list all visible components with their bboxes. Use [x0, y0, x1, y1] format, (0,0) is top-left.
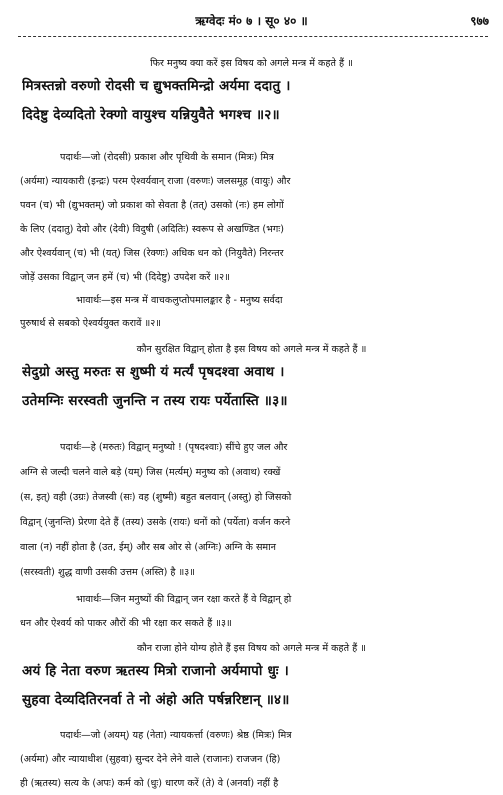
mantra-line: दिदेष्टु देव्यदितो रेक्णो वायुश्च यन्नियुवैते भगश्च ॥२॥: [22, 107, 280, 123]
mantra-line: सेदुग्रो अस्तु मरुतः स शुष्मी यं मर्त्यं पृषदश्वा अवाथ ।: [22, 364, 285, 380]
padartha-line: (स, इत्) वही (उग्रः) तेजस्वी (सः) वह (शुष्मी) बहुत बलवान् (अस्तु) हो जिसको: [20, 492, 292, 503]
padartha-line: (सरस्वती) शुद्ध वाणी उसकी उत्तम (अस्ति) है ॥३॥: [20, 567, 195, 578]
padartha-line: (अर्यमा) और न्यायाधीश (सुहवा) सुन्दर देने लेने वाले (राजानः) राजजन (हि): [20, 754, 281, 765]
mantra-line: सुहवा देव्यदितिरनर्वा ते नो अंहो अति पर्षन्नरिष्टान् ॥४॥: [22, 692, 290, 708]
padartha-line: अग्नि से जल्दी चलने वाले बड़े (यम्) जिस (मर्त्यम्) मनुष्य को (अवाथ) रक्खें: [20, 467, 281, 478]
header-title: ऋग्वेदः मं० ७ । सू० ४० ॥: [195, 14, 308, 28]
padartha-line: के लिए (ददातु) देवो और (देवी) विदुषी (अदितिः) स्वरूप से अखण्डित (भगः): [20, 224, 284, 235]
topic-intro: कौन सुरक्षित विद्वान् होता है इस विषय को अगले मन्त्र में कहते हैं ॥: [136, 344, 367, 355]
page-number: ९७७: [470, 14, 489, 28]
padartha-line: विद्वान् (जुनन्ति) प्रेरणा देते हैं (तस्य) उसके (रायः) धनों को (पर्येता) वर्जन करने: [20, 517, 291, 528]
header-rule: [18, 36, 488, 37]
padartha-line: जोड़ें उसका विद्वान् जन हमें (च) भी (दिदेष्टु) उपदेश करें ॥२॥: [20, 272, 230, 283]
padartha-line: पदार्थः—हे (मरुतः) विद्वान् मनुष्यो ! (पृषदश्वाः) सींचे हुए जल और: [60, 442, 288, 453]
padartha-line: पदार्थः—जो (अयम्) यह (नेता) न्यायकर्त्ता (वरुणः) श्रेष्ठ (मित्रः) मित्र: [60, 730, 292, 741]
bhavartha-line: पुरुषार्थ से सबको ऐश्वर्ययुक्त करावें ॥२॥: [20, 318, 161, 329]
bhavartha-line: भावार्थः—जिन मनुष्यों की विद्वान् जन रक्षा करते हैं वे विद्वान् हो: [76, 594, 292, 605]
bhavartha-line: धन और ऐश्वर्य को पाकर औरों की भी रक्षा कर सकते हैं ॥३॥: [20, 618, 232, 629]
mantra-line: उतेमग्निः सरस्वती जुनन्ति न तस्य रायः पर्येतास्ति ॥३॥: [22, 393, 288, 409]
padartha-line: पदार्थः—जो (रोदसी) प्रकाश और पृथिवी के समान (मित्रः) मित्र: [60, 152, 274, 163]
padartha-line: पवन (च) भी (द्युभक्तम्) जो प्रकाश को सेवता है (तत्) उसको (नः) हम लोगों: [20, 200, 284, 211]
mantra-line: अयं हि नेता वरुण ऋतस्य मित्रो राजानो अर्यमापो धुः ।: [22, 663, 289, 679]
topic-intro: कौन राजा होने योग्य होते हैं इस विषय को अगले मन्त्र में कहते हैं ॥: [136, 643, 367, 654]
padartha-line: ही (ऋतस्य) सत्य के (अपः) कर्म को (धुः) धारण करें (ते) वे (अनर्वा) नहीं है: [20, 778, 279, 789]
topic-intro: फिर मनुष्य क्या करें इस विषय को अगले मन्त्र में कहते हैं ॥: [150, 58, 353, 69]
running-header: [0, 12, 503, 32]
padartha-line: और ऐश्वर्यवान् (च) भी (यत्) जिस (रेक्णः) अधिक धन को (नियुवैते) निरन्तर: [20, 248, 284, 259]
mantra-line: मित्रस्तन्नो वरुणो रोदसी च द्युभक्तमिन्द्रो अर्यमा ददातु ।: [22, 78, 291, 94]
padartha-line: वाला (न) नहीं होता है (उत, ईम्) और सब ओर से (अग्निः) अग्नि के समान: [20, 542, 276, 553]
padartha-line: (अर्यमा) न्यायकारी (इन्द्रः) परम ऐश्वर्यवान् राजा (वरुणः) जलसमूह (वायुः) और: [20, 176, 291, 187]
bhavartha-line: भावार्थः—इस मन्त्र में वाचकलुप्तोपमालङ्कार है - मनुष्य सर्वदा: [76, 295, 283, 306]
